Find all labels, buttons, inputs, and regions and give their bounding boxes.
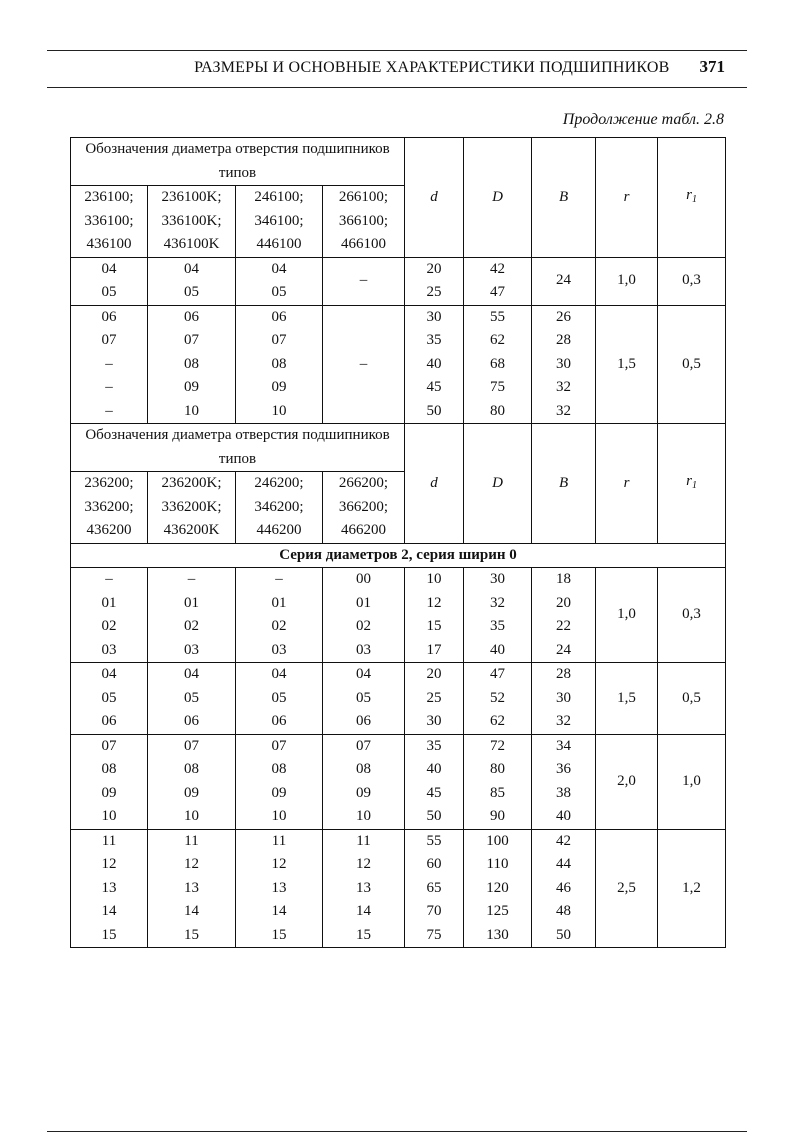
- col-d-header: d: [405, 424, 464, 544]
- col-r-header: r: [596, 138, 658, 258]
- data-cell: 20 25 30: [405, 663, 464, 735]
- data-cell: 30 32 35 40: [464, 568, 532, 663]
- data-cell: 2,0: [596, 734, 658, 829]
- top-rule: [47, 50, 747, 51]
- data-cell: 11 12 13 14 15: [148, 829, 236, 948]
- data-cell: 26 28 30 32 32: [532, 305, 596, 424]
- col-r-header: r: [596, 424, 658, 544]
- r1-base: r: [686, 472, 692, 489]
- type-cell: 236200K; 336200K; 436200K: [148, 472, 236, 544]
- data-cell: 11 12 13 14 15: [323, 829, 405, 948]
- col-r1-header: [658, 424, 726, 544]
- data-cell: 11 12 13 14 15: [236, 829, 323, 948]
- type-cell: 246100; 346100; 446100: [236, 186, 323, 258]
- col-D-header: D: [464, 138, 532, 258]
- data-cell: 11 12 13 14 15: [71, 829, 148, 948]
- data-cell: 04 05: [236, 257, 323, 305]
- bearing-dimensions-table: [70, 137, 726, 948]
- col-d-header: d: [405, 138, 464, 258]
- table-row-group: [71, 257, 726, 305]
- data-cell: 1,5: [596, 305, 658, 424]
- data-cell: 1,2: [658, 829, 726, 948]
- r1-sub: 1: [691, 193, 697, 205]
- col-D-header: D: [464, 424, 532, 544]
- data-cell: 55 62 68 75 80: [464, 305, 532, 424]
- data-cell: 07 08 09 10: [71, 734, 148, 829]
- page-number: 371: [699, 57, 725, 76]
- data-cell: 06 07 – – –: [71, 305, 148, 424]
- table-row-group: [71, 568, 726, 663]
- data-cell: 04 05 06: [323, 663, 405, 735]
- data-cell: 06 07 08 09 10: [148, 305, 236, 424]
- data-cell: 0,3: [658, 568, 726, 663]
- type-cell: 266100; 366100; 466100: [323, 186, 405, 258]
- data-cell: 00 01 02 03: [323, 568, 405, 663]
- type-cell: 236200; 336200; 436200: [71, 472, 148, 544]
- data-cell: 35 40 45 50: [405, 734, 464, 829]
- table-row-group: [71, 734, 726, 829]
- data-cell: 42 47: [464, 257, 532, 305]
- continuation-note: Продолжение табл. 2.8: [562, 111, 724, 128]
- data-cell: 55 60 65 70 75: [405, 829, 464, 948]
- data-cell: 0,5: [658, 663, 726, 735]
- data-cell: 47 52 62: [464, 663, 532, 735]
- data-cell: 30 35 40 45 50: [405, 305, 464, 424]
- data-cell: 0,5: [658, 305, 726, 424]
- col-B-header: B: [532, 424, 596, 544]
- data-cell: 06 07 08 09 10: [236, 305, 323, 424]
- data-cell: – 01 02 03: [148, 568, 236, 663]
- header-title-2: Обозначения диаметра отверстия подшипников типов: [71, 424, 405, 472]
- data-cell: 04 05: [148, 257, 236, 305]
- r1-sub: 1: [691, 479, 697, 491]
- data-cell: 10 12 15 17: [405, 568, 464, 663]
- data-cell: 72 80 85 90: [464, 734, 532, 829]
- running-title: РАЗМЕРЫ И ОСНОВНЫЕ ХАРАКТЕРИСТИКИ ПОДШИПНИКОВ: [194, 59, 670, 76]
- data-cell: 04 05 06: [71, 663, 148, 735]
- data-cell: 28 30 32: [532, 663, 596, 735]
- type-cell: 236100K; 336100K; 436100K: [148, 186, 236, 258]
- data-cell: 04 05 06: [148, 663, 236, 735]
- series-title-row: [71, 543, 726, 568]
- running-head: [70, 57, 725, 87]
- data-cell: 42 44 46 48 50: [532, 829, 596, 948]
- data-cell: –: [323, 305, 405, 424]
- data-cell: 07 08 09 10: [236, 734, 323, 829]
- data-cell: 100 110 120 125 130: [464, 829, 532, 948]
- table-row-group: [71, 663, 726, 735]
- type-cell: 246200; 346200; 446200: [236, 472, 323, 544]
- type-cell: 266200; 366200; 466200: [323, 472, 405, 544]
- data-cell: 20 25: [405, 257, 464, 305]
- header-row-2: [71, 424, 726, 472]
- table-row-group: [71, 305, 726, 424]
- header-row-1: [71, 138, 726, 186]
- data-cell: 1,0: [596, 257, 658, 305]
- data-cell: 18 20 22 24: [532, 568, 596, 663]
- data-cell: 1,5: [596, 663, 658, 735]
- header-title-1: Обозначения диаметра отверстия подшипников типов: [71, 138, 405, 186]
- data-cell: 04 05 06: [236, 663, 323, 735]
- data-cell: 07 08 09 10: [323, 734, 405, 829]
- data-cell: 34 36 38 40: [532, 734, 596, 829]
- data-cell: –: [323, 257, 405, 305]
- data-cell: – 01 02 03: [236, 568, 323, 663]
- data-cell: 24: [532, 257, 596, 305]
- data-cell: 07 08 09 10: [148, 734, 236, 829]
- bottom-rule: [47, 1131, 747, 1132]
- series-title: Серия диаметров 2, серия ширин 0: [71, 543, 726, 568]
- head-rule: [47, 87, 747, 88]
- data-cell: 2,5: [596, 829, 658, 948]
- data-cell: 1,0: [658, 734, 726, 829]
- r1-base: r: [686, 186, 692, 203]
- data-cell: 0,3: [658, 257, 726, 305]
- data-cell: – 01 02 03: [71, 568, 148, 663]
- col-r1-header: [658, 138, 726, 258]
- data-cell: 04 05: [71, 257, 148, 305]
- type-cell: 236100; 336100; 436100: [71, 186, 148, 258]
- data-cell: 1,0: [596, 568, 658, 663]
- col-B-header: B: [532, 138, 596, 258]
- table-row-group: [71, 829, 726, 948]
